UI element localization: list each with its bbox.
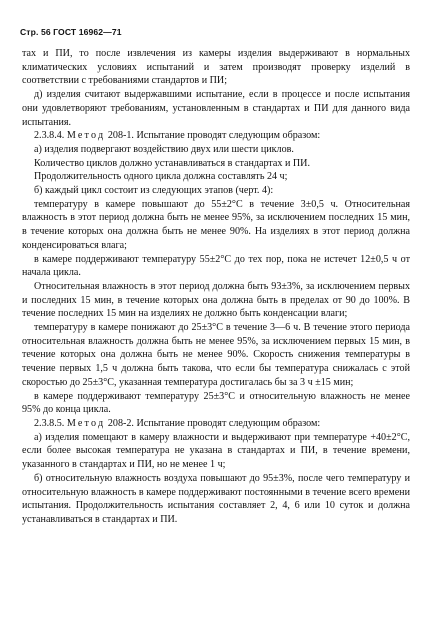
paragraph-stage-final: в камере поддерживают температуру 25±3°С и относительную влажность не менее 95% до конца цикла.: [22, 390, 410, 416]
paragraph-cycle-duration: Продолжительность одного цикла должна составлять 24 ч;: [34, 171, 288, 183]
paragraph-humidity: Относительная влажность в этот период должна быть 93±3%, за исключением первых и последних 15 мин, в течение которых она должна быть в пределах от 90 до 100%. В течение последних 15 мин на изделиях не должно быть конденсации влаги;: [22, 280, 410, 320]
method-word: Метод: [66, 417, 106, 429]
section-2-3-8-4: [22, 129, 410, 143]
paragraph-stage-cooling: температуру в камере понижают до 25±3°С в течение 3—6 ч. В течение этого периода относительная влажность должна быть не менее 95%, за исключением первых 15 мин, в течение которых она должна быть не менее 90%. Скорость снижения температуры в течение первых 1,5 ч должна быть такова, что если бы температура снижалась с этой скоростью до 25±3°С, указанная температура достигалась бы за 3 ч ±15 мин;: [22, 322, 410, 388]
paragraph-cycles-count: Количество циклов должно устанавливаться в стандартах и ПИ.: [34, 157, 310, 169]
section-number: 2.3.8.5.: [34, 417, 65, 429]
page-header: Стр. 56 ГОСТ 16962—71: [20, 27, 122, 37]
paragraph-item-b-2: б) относительную влажность воздуха повышают до 95±3%, после чего температуру и относительную влажность в камере поддерживают постоянными в течение всего времени испытания. Продолжительность испытания составляет 2, 4, 6 или 10 суток и должна устанавливаться в стандартах и ПИ.: [22, 472, 410, 525]
section-text: 208-2. Испытание проводят следующим образом:: [107, 417, 321, 429]
paragraph-item-a: а) изделия подвергают воздействию двух или шести циклов.: [34, 143, 294, 155]
document-body: [22, 47, 410, 527]
paragraph-item-b: б) каждый цикл состоит из следующих этапов (черт. 4):: [34, 185, 274, 197]
paragraph-item-a-2: а) изделия помещают в камеру влажности и выдерживают при температуре +40±2°С, если более высокая температура не указана в стандартах и ПИ, в течение времени, указанного в стандартах и ПИ, но не менее 1 ч;: [22, 431, 410, 471]
method-word: Метод: [66, 130, 106, 142]
paragraph-stage-heating: температуру в камере повышают до 55±2°С в течение 3±0,5 ч. Относительная влажность в этот период должна быть не менее 95%, за исключением последних 15 мин, в течение которых она должна быть не менее 90%. На изделиях в этот период должна конденсироваться влага;: [22, 198, 410, 251]
paragraph-item-d: д) изделия считают выдержавшими испытание, если в процессе и после испытания они удовлетворяют требованиям, установленным в стандартах и ПИ для данного вида испытания.: [22, 89, 410, 128]
paragraph-stage-hold: в камере поддерживают температуру 55±2°С до тех пор, пока не истечет 12±0,5 ч от начала цикла.: [22, 253, 410, 279]
section-text: 208-1. Испытание проводят следующим образом:: [107, 130, 321, 142]
paragraph-continuation: тах и ПИ, то после извлечения из камеры изделия выдерживают в нормальных климатических условиях испытаний и затем производят проверку изделий в соответствии с требованиями стандартов и ПИ;: [22, 48, 410, 87]
section-number: 2.3.8.4.: [34, 130, 65, 142]
section-2-3-8-5: [22, 417, 410, 431]
